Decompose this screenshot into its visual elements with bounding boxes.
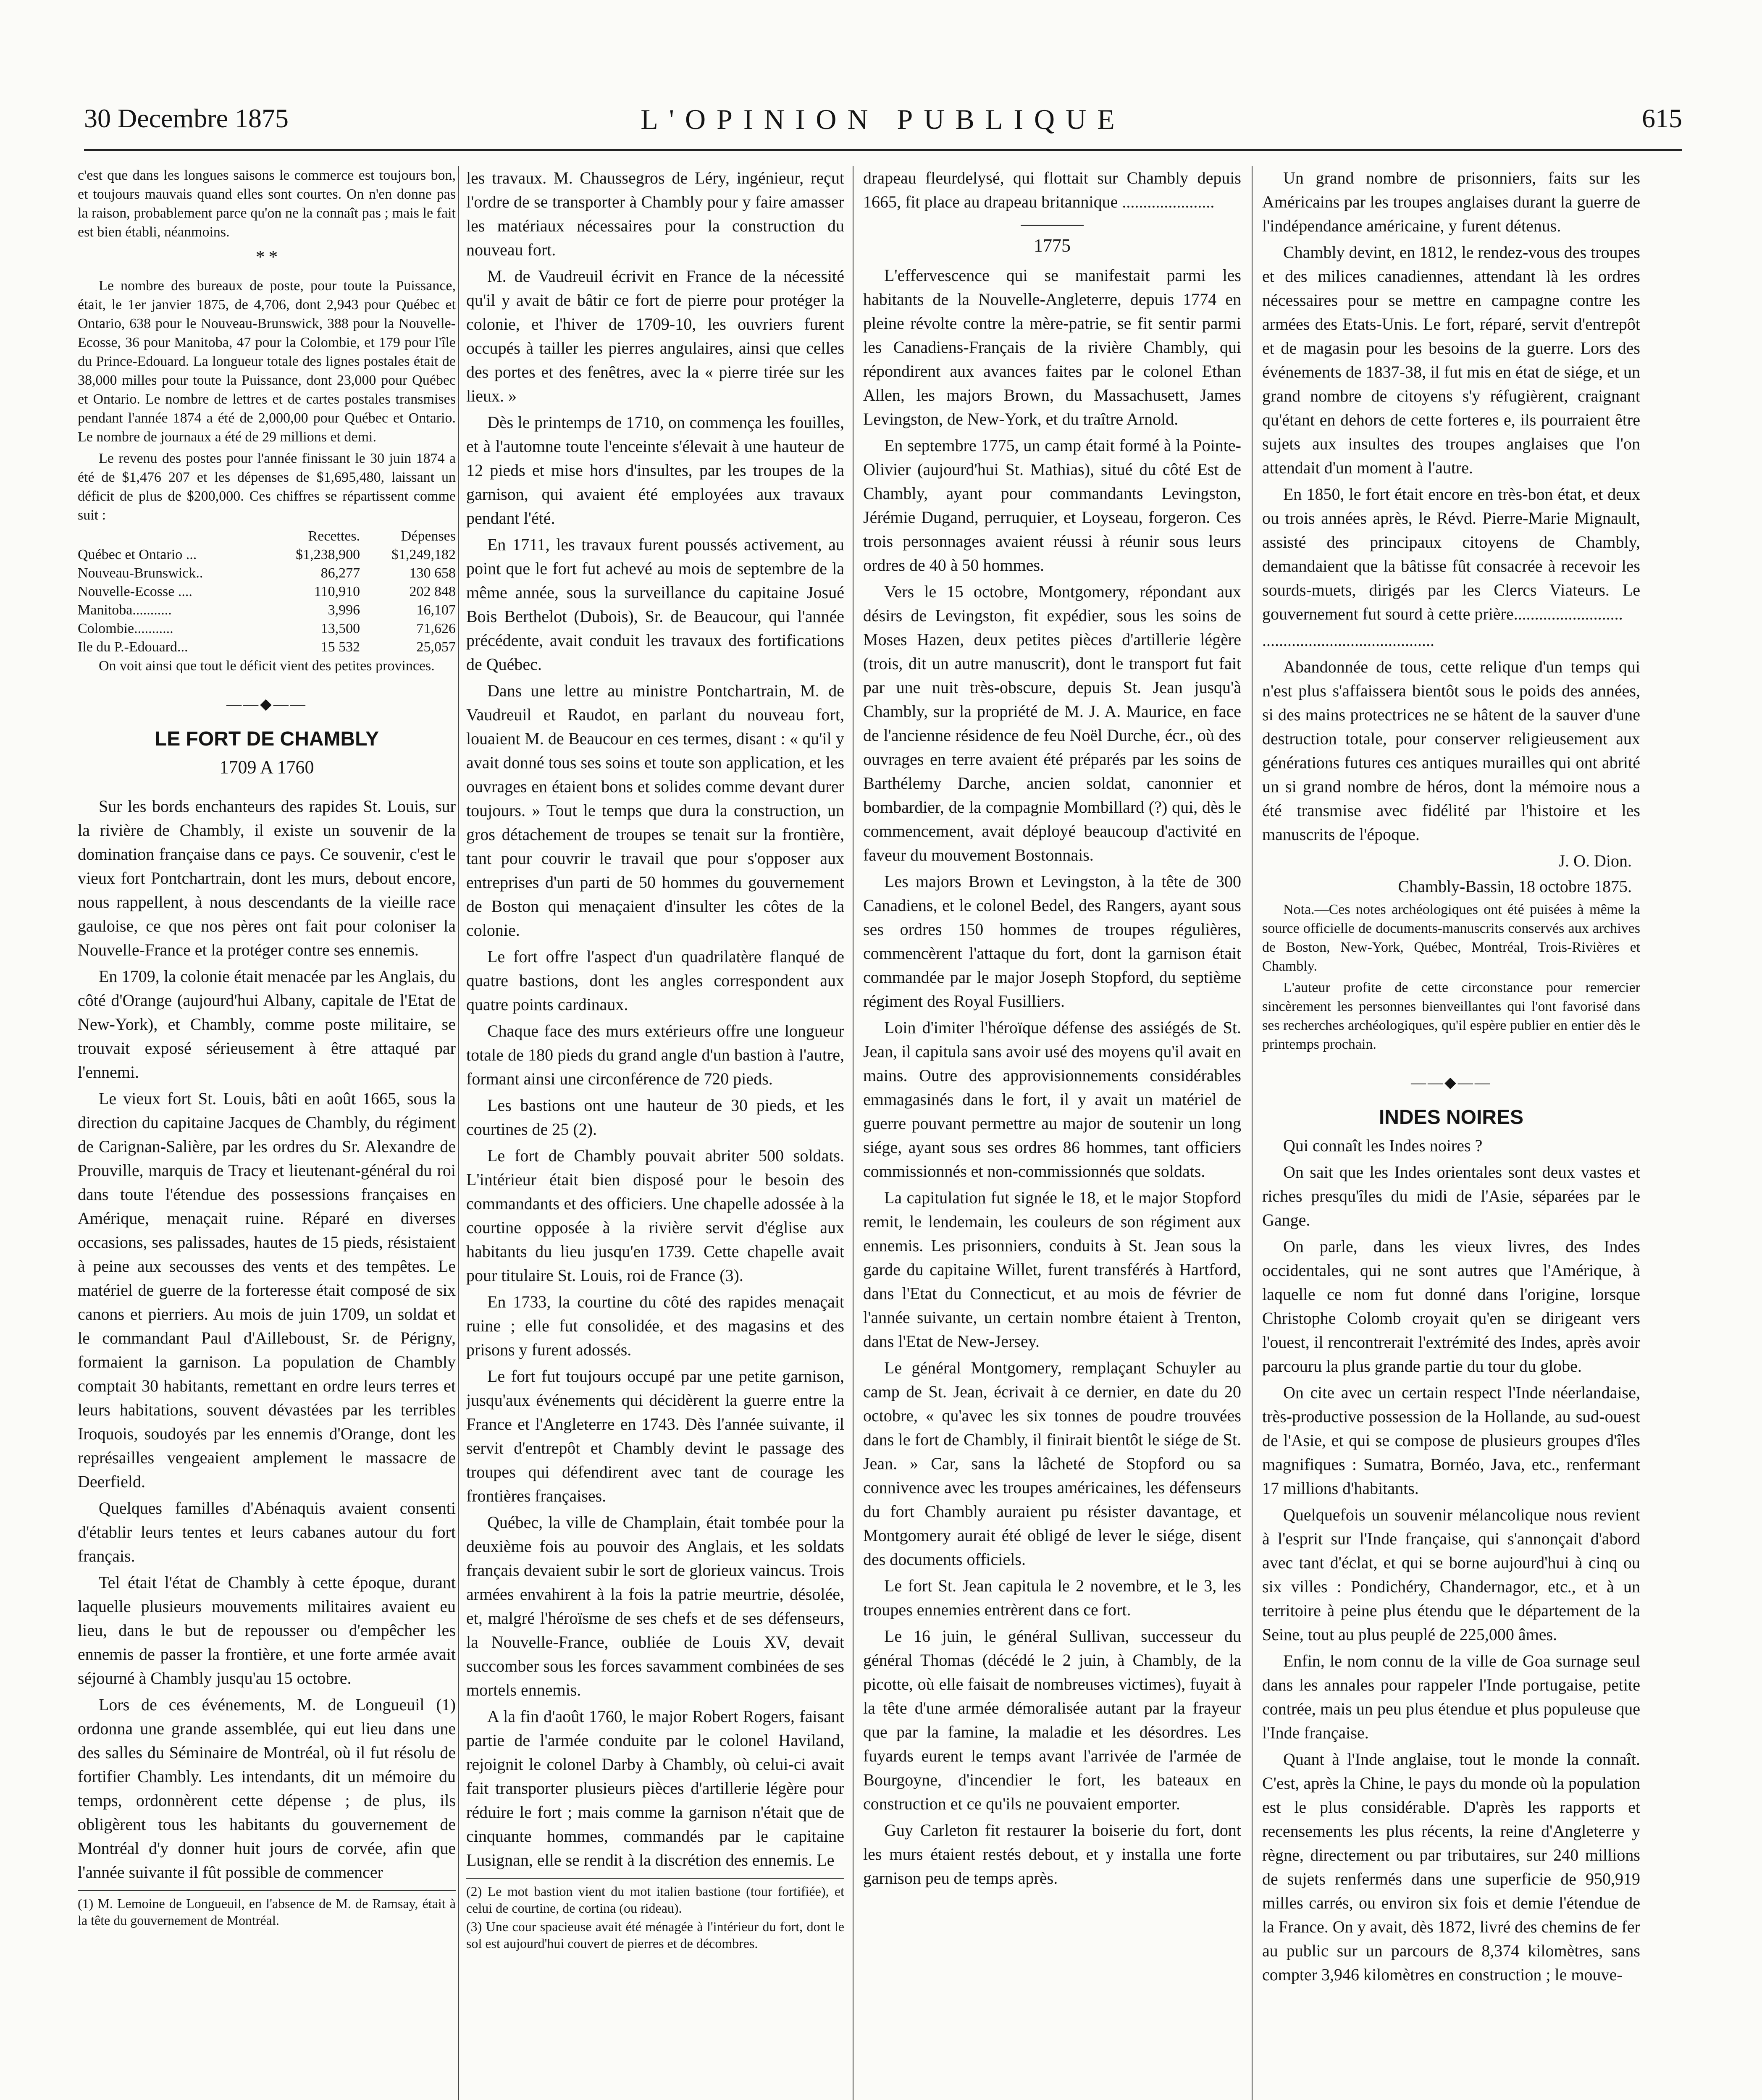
paragraph: Le fort de Chambly pouvait abriter 500 soldats. L'intérieur était bien disposé pour le besoin des commandants et des officiers. Une chapelle adossée à la courtine opposée à la rivière servit d'église aux habitants du lieu jusqu'en 1739. Cette chapelle avait pour titulaire St. Louis, roi de France (3). <box>466 1146 844 1285</box>
paragraph: Qui connaît les Indes noires ? <box>1283 1136 1483 1155</box>
table-cell: 202 848 <box>409 584 456 599</box>
table-cell: 110,910 <box>314 584 360 599</box>
paragraph: les travaux. M. Chaussegros de Léry, ingénieur, reçut l'ordre de se transporter à Chambly pour y faire amasser les matériaux nécessaires pour la construction du nouveau fort. <box>466 168 844 259</box>
table-cell: Québec et Ontario ... <box>78 547 197 562</box>
note: Nota.—Ces notes archéologiques ont été puisées à même la source officielle de documents-manuscrits conservés aux archives de Boston, New-York, Québec, Montréal, Trois-Rivières et Chambly. <box>1262 902 1640 974</box>
paragraph: Loin d'imiter l'héroïque défense des assiégés de St. Jean, il capitula sans avoir usé des moyens qu'il avait en mains. Outre des approvisionnements considérables emmagasinés dans le fort, il y avait un matériel de guerre pouvant permettre au major de soutenir un long siége, ayant sous ses ordres 86 hommes, tant officiers commissionnés et non-commissionnés que soldats. <box>863 1018 1241 1181</box>
table-row <box>78 583 456 601</box>
paragraph: Dès le printemps de 1710, on commença les fouilles, et à l'automne toute l'enceinte s'élevait à une hauteur de 12 pieds et mise hors d'insultes, par les troupes de la garnison, qui avaient été employées aux travaux pendant l'été. <box>466 413 844 528</box>
dotted-line: ......................................... <box>1262 631 1434 650</box>
paragraph: Enfin, le nom connu de la ville de Goa surnage seul dans les annales pour rappeler l'Inde portugaise, petite contrée, mais un peu plus étendue et plus populeuse que l'Inde française. <box>1262 1651 1640 1742</box>
table-cell: 13,500 <box>320 621 360 636</box>
paragraph: Les majors Brown et Levingston, à la tête de 300 Canadiens, et le colonel Bedel, des Rangers, ayant sous ses ordres 150 hommes de troupes régulières, commencèrent l'attaque du fort, dont la garnison était commandée par le major Joseph Stopford, du septième régiment des Royal Fusilliers. <box>863 872 1241 1011</box>
paragraph: En 1709, la colonie était menacée par les Anglais, du côté d'Orange (aujourd'hui Albany, capitale de l'Etat de New-York), et Chambly, comme poste militaire, se trouvait exposé sérieusement à être attaqué par l'ennemi. <box>78 967 456 1082</box>
dateline: Chambly-Bassin, 18 octobre 1875. <box>1398 877 1632 896</box>
table-row <box>78 620 456 638</box>
paragraph: Dans une lettre au ministre Pontchartrain, M. de Vaudreuil et Raudot, en parlant du nouveau fort, louaient M. de Beaucour en ces termes, disant : « qu'il y avait donné tous ses soins et toute son application, et les ouvrages en étaient bons et solides comme devant durer toujours. » Tout le temps que dura la construction, un gros détachement de troupes se tenait sur la frontière, tant pour couvrir le travail que pour s'opposer aux entreprises d'un parti de 50 hommes du gouvernement de Boston qui menaçaient d'insulter les côtes de la colonie. <box>466 681 844 940</box>
separator-stars: * * <box>255 247 278 267</box>
column-divider <box>1252 166 1253 2100</box>
table-cell: Ile du P.-Edouard... <box>78 639 188 655</box>
paragraph: En 1850, le fort était encore en très-bon état, et deux ou trois années après, le Révd. Pierre-Marie Mignault, assisté des principaux citoyens de Chambly, demandaient que la bâtisse fût consacrée à recevoir les sourds-muets, dirigés par les Clercs Viateurs. Le gouvernement fut sourd à cette prière.......................... <box>1262 485 1640 623</box>
paragraph: Quelques familles d'Abénaquis avaient consenti d'établir leurs tentes et leurs cabanes autour du fort français. <box>78 1499 456 1565</box>
paragraph: drapeau fleurdelysé, qui flottait sur Chambly depuis 1665, fit place au drapeau britannique ...................... <box>863 168 1241 211</box>
page-number: 615 <box>1642 103 1682 133</box>
note: L'auteur profite de cette circonstance pour remercier sincèrement les personnes bienveillantes qui l'ont favorisé dans ses recherches archéologiques, qu'il espère publier en entier dès le printemps prochain. <box>1262 980 1640 1052</box>
table-row <box>78 638 456 656</box>
paragraph: En 1733, la courtine du côté des rapides menaçait ruine ; elle fut consolidée, et des magasins et des prisons y furent adossés. <box>466 1292 844 1359</box>
paragraph: Guy Carleton fit restaurer la boiserie du fort, dont les murs étaient restés debout, et y installa une forte garnison peu de temps après. <box>863 1821 1241 1887</box>
paragraph: M. de Vaudreuil écrivit en France de la nécessité qu'il y avait de bâtir ce fort de pierre pour protéger la colonie, et l'hiver de 1709-10, les ouvriers furent occupés à tailler les pierres angulaires, ainsi que celles des portes et des fenêtres, avec la « pierre tirée sur les lieux. » <box>466 267 844 405</box>
paragraph: On voit ainsi que tout le déficit vient des petites provinces. <box>99 658 435 674</box>
paragraph: Le revenu des postes pour l'année finissant le 30 juin 1874 a été de $1,476 207 et les dépenses de $1,695,480, laissant un déficit de plus de $200,000. Ces chiffres se répartissent comme suit : <box>78 451 456 523</box>
table-cell: Nouveau-Brunswick.. <box>78 565 203 581</box>
article-title: LE FORT DE CHAMBLY <box>154 728 379 750</box>
table-header: Dépenses <box>401 528 456 544</box>
table-cell: 15 532 <box>320 639 360 655</box>
footnote: (3) Une cour spacieuse avait été ménagée à l'intérieur du fort, dont le sol est aujourd'hui couvert de pierres et de décombres. <box>466 1919 844 1951</box>
paragraph: Le vieux fort St. Louis, bâti en août 1665, sous la direction du capitaine Jacques de Chambly, du régiment de Carignan-Salière, par les ordres du Sr. Alexandre de Prouville, marquis de Tracy et lieutenant-général du roi dans toute l'étendue des possessions françaises en Amérique, menaçait ruine. Réparé en diverses occasions, ses palissades, hautes de 15 pieds, résistaient à peine aux secousses des vents et des tempêtes. Le matériel de guerre de la forteresse était composé de six canons et pierriers. Au mois de juin 1709, un soldat et le commandant Paul d'Ailleboust, Sr. de Périgny, formaient la garnison. La population de Chambly comptait 30 habitants, remettant en ordre leurs terres et leurs habitations, souvent dévastées par les terribles Iroquois, soudoyés par les ennemis d'Orange, dont les représailles vengeaient amplement le massacre de Deerfield. <box>78 1089 456 1491</box>
column-4 <box>1262 166 1640 2100</box>
paragraph: Les bastions ont une hauteur de 30 pieds, et les courtines de 25 (2). <box>466 1096 844 1139</box>
paragraph: On cite avec un certain respect l'Inde néerlandaise, très-productive possession de la Hollande, au sud-ouest de l'Asie, et qui se compose de plusieurs groupes d'îles magnifiques : Sumatra, Bornéo, Java, etc., renfermant 17 millions d'habitants. <box>1262 1383 1640 1498</box>
footnotes <box>466 1878 844 1952</box>
paragraph: Le fort fut toujours occupé par une petite garnison, jusqu'aux événements qui décidèrent la guerre entre la France et l'Angleterre en 1743. Dès l'année suivante, il servit d'entrepôt et Chambly devint le passage des troupes qui défendirent avec tant de courage les frontières françaises. <box>466 1367 844 1505</box>
paragraph: La capitulation fut signée le 18, et le major Stopford remit, le lendemain, les couleurs de son régiment aux ennemis. Les prisonniers, conduits à St. Jean sous la garde du capitaine Willet, furent transférés à Hartford, dans l'Etat du Connecticut, et au mois de février de l'année suivante, un certain nombre étaient à Trenton, dans l'Etat de New-Jersey. <box>863 1188 1241 1351</box>
article-subtitle: 1709 A 1760 <box>219 757 314 777</box>
paragraph: Le général Montgomery, remplaçant Schuyler au camp de St. Jean, écrivait à ce dernier, en date du 20 octobre, « qu'avec les six tonnes de poudre trouvées dans le fort de Chambly, il finirait bientôt le siége de St. Jean. » Car, sans la lâcheté de Stopford ou sa connivence avec les troupes américaines, les défenseurs du fort Chambly auraient pu résister davantage, et Montgomery aurait été obligé de lever le siége, disent des documents officiels. <box>863 1358 1241 1569</box>
table-cell: Colombie........... <box>78 621 173 636</box>
table-header-row <box>78 527 456 546</box>
paragraph: L'effervescence qui se manifestait parmi les habitants de la Nouvelle-Angleterre, depuis 1774 en pleine révolte contre la mère-patrie, se fit sentir parmi les Canadiens-Français de la rivière Chambly, qui répondirent aux avances faites par le colonel Ethan Allen, les majors Brown, du Massachusett, James Levingston, de New-York, et du traître Arnold. <box>863 266 1241 428</box>
footnote: (1) M. Lemoine de Longueuil, en l'absence de M. de Ramsay, était à la tête du gouvernement de Montréal. <box>78 1896 456 1928</box>
paragraph: On parle, dans les vieux livres, des Indes occidentales, qui ne sont autres que l'Amérique, à laquelle ce nom fut donné dans l'origine, lorsque Christophe Colomb croyait qu'en se dirigeant vers l'ouest, il rencontrerait l'extrémité des Indes, après avoir parcouru la plus grande partie du tour du globe. <box>1262 1237 1640 1376</box>
paragraph: Vers le 15 octobre, Montgomery, répondant aux désirs de Levingston, fit expédier, sous les soins de Moses Hazen, deux petites pièces d'artillerie légère (trois, dit un autre manuscrit), dont le transport fut fait par une nuit très-obscure, depuis St. Jean jusqu'à Chambly, sur la propriété de M. J. A. Maurice, en face de l'ancienne résidence de feu Noël Durche, écr., où des ouvrages en terre avaient été préparés par les soins de Barthélemy Darche, ancien soldat, canonnier et bombardier, de la compagnie Mombillard (?) qui, dès le commencement, avait déployé beaucoup d'activité en faveur du mouvement Bostonnais. <box>863 582 1241 864</box>
paragraph: Tel était l'état de Chambly à cette époque, durant laquelle plusieurs mouvements militaires avaient eu lieu, dans le but de repousser ou d'empêcher les ennemis de passer la frontière, et une forte armée avait séjourné à Chambly jusqu'au 15 octobre. <box>78 1573 456 1688</box>
paragraph: Sur les bords enchanteurs des rapides St. Louis, sur la rivière de Chambly, il existe un souvenir de la domination française dans ce pays. Ce souvenir, c'est le vieux fort Pontchartrain, dont les murs, debout encore, nous rappellent, à nous descendants de la vieille race gauloise, ce que nos pères ont fait pour coloniser la Nouvelle-France et la protéger contre ses ennemis. <box>78 797 456 959</box>
paragraph: Le nombre des bureaux de poste, pour toute la Puissance, était, le 1er janvier 1875, de 4,706, dont 2,943 pour Québec et Ontario, 638 pour le Nouveau-Brunswick, 388 pour la Nouvelle-Ecosse, 36 pour Manitoba, 47 pour la Colombie, et 179 pour l'île du Prince-Edouard. La longueur totale des lignes postales était de 38,000 milles pour toute la Puissance, dont 23,000 pour Québec et Ontario. Le nombre de lettres et de cartes postales transmises pendant l'année 1874 a été de 2,000,00 pour Québec et Ontario. Le nombre de journaux a été de 29 millions et demi. <box>78 278 456 445</box>
paragraph: En 1711, les travaux furent poussés activement, au point que le fort fut achevé au mois de septembre de la même année, sous la surveillance du capitaine Josué Bois Berthelot (Dubois), Sr. de Beaucour, qui l'année précédente, avait conduit les travaux des fortifications de Québec. <box>466 535 844 674</box>
issue-date: 30 Decembre 1875 <box>84 103 289 133</box>
postal-revenue-table <box>78 527 456 656</box>
paragraph: Le 16 juin, le général Sullivan, successeur du général Thomas (décédé le 2 juin, à Chambly, de la picotte, où elle faisait de nombreuses victimes), fuyait à la tête d'une armée démoralisée autant par la frayeur que par la famine, la maladie et les désordres. Les fuyards eurent le temps avant l'arrivée de l'armée de Bourgoyne, d'incendier le fort, les bateaux en construction et ce qu'ils ne pouvaient emporter. <box>863 1627 1241 1813</box>
author-signature: J. O. Dion. <box>1558 851 1632 870</box>
table-row <box>78 546 456 564</box>
table-cell: 3,996 <box>328 602 360 618</box>
paragraph: Lors de ces événements, M. de Longueuil (1) ordonna une grande assemblée, qui eut lieu dans une des salles du Séminaire de Montréal, où il fut résolu de fortifier Chambly. Les intendants, dit un mémoire du temps, ordonnèrent cette dépense ; de plus, ils obligèrent tous les habitants du gouvernement de Montréal d'y donner huit jours de corvée, afin que l'année suivante il fût possible de commencer <box>78 1695 456 1882</box>
table-cell: Manitoba........... <box>78 602 172 618</box>
table-cell: 86,277 <box>320 565 360 581</box>
section-ornament: ——◆—— <box>226 696 307 712</box>
paragraph: Quelquefois un souvenir mélancolique nous revient à l'esprit sur l'Inde française, qui s'annonçait d'abord avec tant d'éclat, et qui se borne aujourd'hui à cinq ou six villes : Pondichéry, Chandernagor, etc., et à un territoire à peine plus étendu que le département de la Seine, tout au plus peuplé de 225,000 âmes. <box>1262 1505 1640 1644</box>
column-1 <box>78 166 456 2100</box>
table-cell: 16,107 <box>416 602 456 618</box>
column-3 <box>863 166 1241 2100</box>
year-heading: 1775 <box>863 225 1241 257</box>
table-row <box>78 564 456 583</box>
table-cell: $1,249,182 <box>391 547 456 562</box>
column-2 <box>466 166 844 2100</box>
paragraph: On sait que les Indes orientales sont deux vastes et riches presqu'îles du midi de l'Asie, séparées par le Gange. <box>1262 1163 1640 1229</box>
paragraph: Quant à l'Inde anglaise, tout le monde la connaît. C'est, après la Chine, le pays du monde où la population est le plus considérable. D'après les rapports et recensements les plus récents, la reine d'Angleterre y règne, directement ou par tributaires, sur 240 millions de sujets renfermés dans une superficie de 950,919 milles carrés, ou environ six fois et demie l'étendue de la France. On y avait, dès 1872, livré des chemins de fer au public sur un parcours de 8,374 kilomètres, sans compter 3,946 kilomètres en construction ; le mouve- <box>1262 1750 1640 1984</box>
paragraph: Le fort St. Jean capitula le 2 novembre, et le 3, les troupes ennemies entrèrent dans ce fort. <box>863 1576 1241 1619</box>
page-header <box>84 103 1682 151</box>
table-row <box>78 601 456 620</box>
column-divider <box>458 166 459 2100</box>
paragraph: En septembre 1775, un camp était formé à la Pointe-Olivier (aujourd'hui St. Mathias), situé du côté Est de Chambly, ayant pour commandants Levingston, Jérémie Dugand, perruquier, et Loyseau, forgeron. Ces trois personnages avaient réussi à réunir sous leurs ordres de 40 à 50 hommes. <box>863 436 1241 575</box>
section-ornament: ——◆—— <box>1411 1074 1492 1091</box>
paragraph: Abandonnée de tous, cette relique d'un temps qui n'est plus s'affaissera bientôt sous le poids des années, si des mains protectrices ne se hâtent de la sauver d'une destruction totale, pour conserver religieusement aux générations futures ces antiques murailles qui ont abrité un si grand nombre de héros, dont la mémoire nous a été transmise avec fidélité par l'histoire et les manuscrits de l'époque. <box>1262 657 1640 844</box>
paragraph: c'est que dans les longues saisons le commerce est toujours bon, et toujours mauvais quand elles sont courtes. On n'en donne pas la raison, probablement parce qu'on ne la connaît pas ; mais le fait est bien établi, néanmoins. <box>78 168 456 240</box>
table-header: Recettes. <box>308 528 360 544</box>
paragraph: A la fin d'août 1760, le major Robert Rogers, faisant partie de l'armée conduite par le colonel Haviland, rejoignit le colonel Darby à Chambly, où celui-ci avait fait transporter plusieurs pièces d'artillerie légère pour réduire le fort ; mais comme la garnison n'était que de cinquante hommes, commandés par le capitaine Lusignan, elle se rendit à la discrétion des ennemis. Le <box>466 1707 844 1869</box>
table-cell: 25,057 <box>416 639 456 655</box>
table-header <box>78 527 264 546</box>
table-cell: 71,626 <box>416 621 456 636</box>
footnote: (2) Le mot bastion vient du mot italien bastione (tour fortifiée), et celui de courtine, de cortina (ou rideau). <box>466 1884 844 1916</box>
footnotes <box>78 1890 456 1929</box>
paragraph: Chaque face des murs extérieurs offre une longueur totale de 180 pieds du grand angle d'un bastion à l'autre, formant ainsi une circonférence de 720 pieds. <box>466 1021 844 1088</box>
paragraph: Québec, la ville de Champlain, était tombée pour la deuxième fois au pouvoir des Anglais, et les soldats français devaient subir le sort de glorieux vaincus. Trois armées envahirent à la fois la patrie meurtrie, désolée, et, malgré l'héroïsme de ses chefs et de ses défenseurs, la Nouvelle-France, oubliée de Louis XV, devait succomber sous les forces savamment combinées de ses mortels ennemis. <box>466 1513 844 1699</box>
masthead-title: L'OPINION PUBLIQUE <box>641 103 1126 135</box>
paragraph: Le fort offre l'aspect d'un quadrilatère flanqué de quatre bastions, dont les angles correspondent aux quatre points cardinaux. <box>466 947 844 1014</box>
table-cell: Nouvelle-Ecosse .... <box>78 584 192 599</box>
paragraph: Chambly devint, en 1812, le rendez-vous des troupes et des milices canadiennes, attendant là les ordres nécessaires pour se mettre en campagne contre les armées des Etats-Unis. Le fort, réparé, servit d'entrepôt et de magasin pour les besoins de la guerre. Lors des événements de 1837-38, il fut mis en état de siége, et un grand nombre de citoyens s'y réfugièrent, craignant qu'étant en dehors de cette forteres e, ils pourraient être sujets aux insultes des troupes anglaises que l'on attendait d'un moment à l'autre. <box>1262 243 1640 477</box>
table-cell: 130 658 <box>409 565 456 581</box>
article-title: INDES NOIRES <box>1379 1106 1524 1129</box>
paragraph: Un grand nombre de prisonniers, faits sur les Américains par les troupes anglaises durant la guerre de l'indépendance américaine, y furent détenus. <box>1262 168 1640 235</box>
table-cell: $1,238,900 <box>296 547 360 562</box>
